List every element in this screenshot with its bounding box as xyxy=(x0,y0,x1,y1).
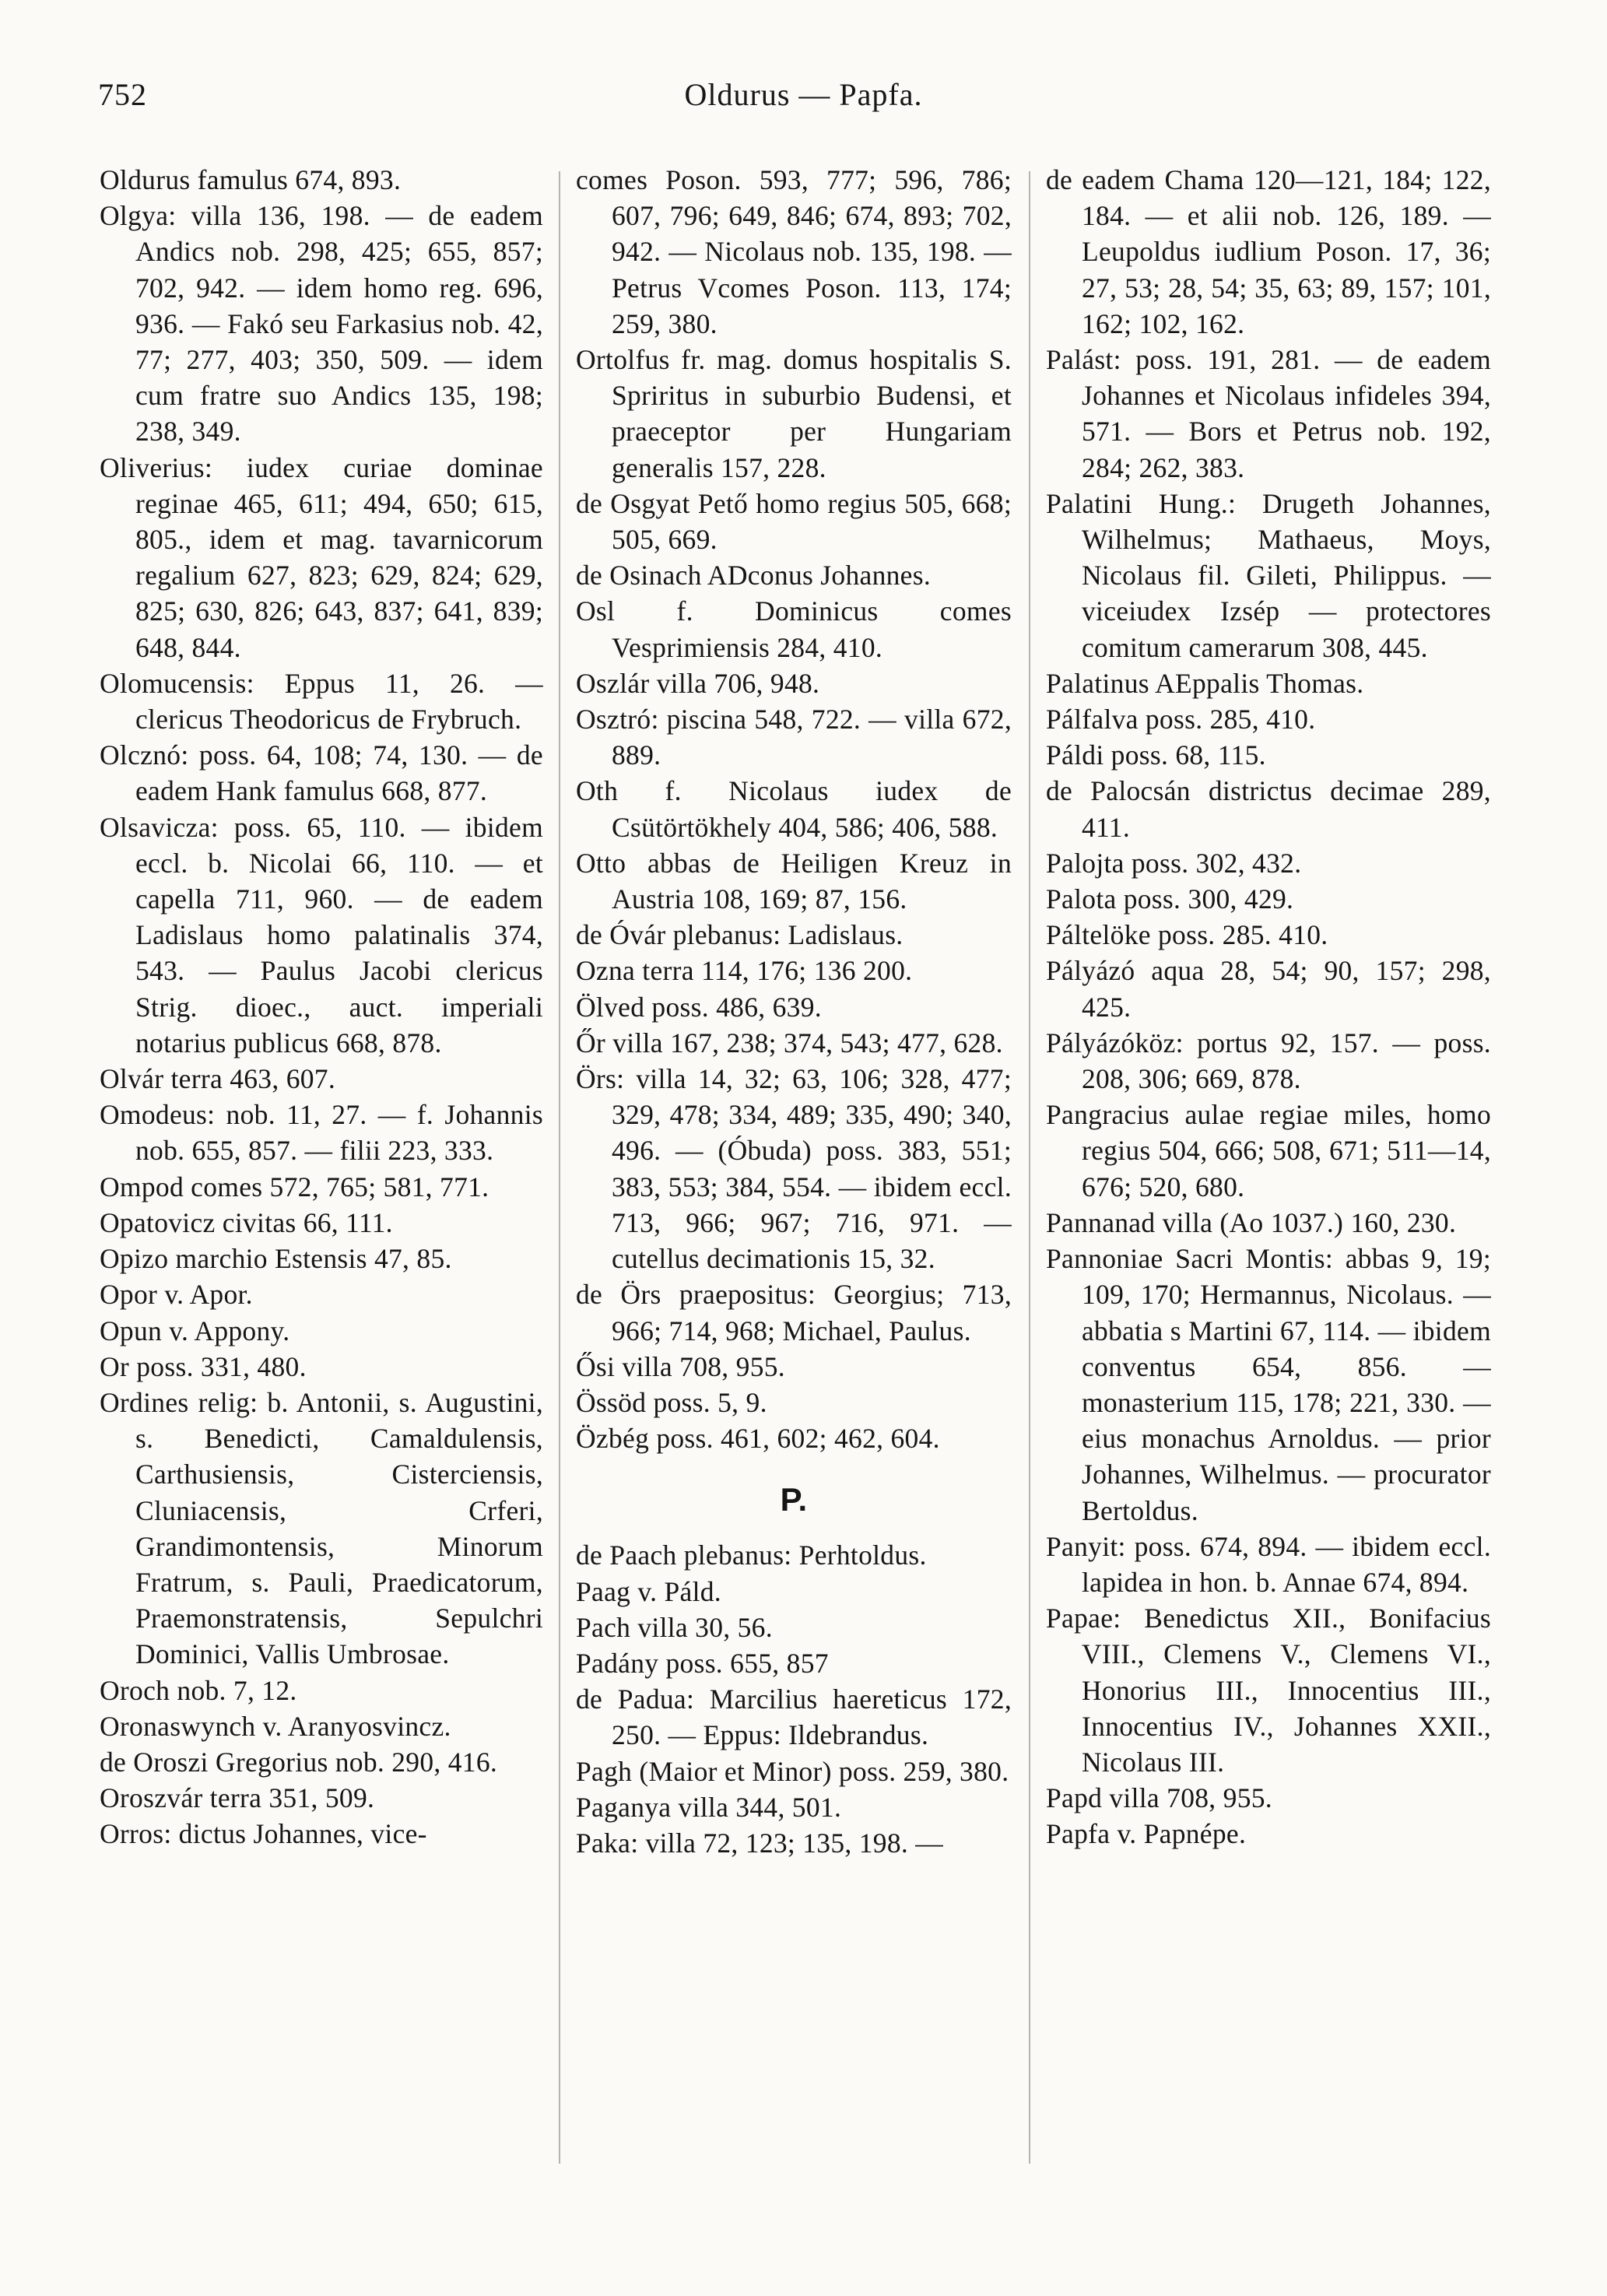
index-entry: Paka: villa 72, 123; 135, 198. — xyxy=(576,1827,944,1859)
index-entry: Olsavicza: poss. 65, 110. — ibidem eccl. b. Nicolai 66, 110. — et capella 711, 960. — de eadem Ladislaus homo palatinalis 374, 543. — Paulus Jacobi clericus Strig. dioec., auct. imperiali notarius publicus 668, 878. xyxy=(100,811,543,1058)
index-entry: comes Poson. 593, 777; 596, 786; 607, 796; 649, 846; 674, 893; 702, 942. — Nicolaus nob. 135, 198. — Petrus Vcomes Poson. 113, 174; 259, 380. xyxy=(576,164,1012,339)
index-entry: Osl f. Dominicus comes Vesprimiensis 284, 410. xyxy=(576,595,1012,663)
index-entry: Oldurus famulus 674, 893. xyxy=(100,164,402,195)
index-entry: Pagh (Maior et Minor) poss. 259, 380. xyxy=(576,1755,1009,1787)
index-entry: Papae: Benedictus XII., Bonifacius VIII., Clemens V., Clemens VI., Honorius III., Innocentius III., Innocentius IV., Johannes XXII., Nicolaus III. xyxy=(1046,1603,1491,1778)
index-entry: de Paach plebanus: Perhtoldus. xyxy=(576,1539,927,1571)
index-entry: Ozna terra 114, 176; 136 200. xyxy=(576,955,913,987)
index-entry: Ősi villa 708, 955. xyxy=(576,1350,785,1382)
index-entry: Opor v. Apor. xyxy=(100,1279,253,1311)
index-entry: Ölved poss. 486, 639. xyxy=(576,991,822,1023)
index-entry: Orros: dictus Johannes, vice- xyxy=(100,1818,427,1850)
section-heading: P. xyxy=(780,1481,808,1518)
index-entry: Páltelöke poss. 285. 410. xyxy=(1046,919,1328,951)
index-entry: Palást: poss. 191, 281. — de eadem Johannes et Nicolaus infideles 394, 571. — Bors et Petrus nob. 192, 284; 262, 383. xyxy=(1046,344,1491,483)
index-entry: de Örs praepositus: Georgius; 713, 966; 714, 968; Michael, Paulus. xyxy=(576,1279,1012,1346)
index-entry: Opun v. Appony. xyxy=(100,1315,290,1346)
index-entry: de Osinach ADconus Johannes. xyxy=(576,560,932,592)
index-entry: Papd villa 708, 955. xyxy=(1046,1782,1272,1814)
index-entry: Palatinus AEppalis Thomas. xyxy=(1046,667,1364,699)
index-entry: Paag v. Páld. xyxy=(576,1575,721,1607)
index-entry: Pálfalva poss. 285, 410. xyxy=(1046,704,1316,735)
running-head: Oldurus — Papfa. xyxy=(684,77,923,112)
index-entry: Pach villa 30, 56. xyxy=(576,1611,773,1643)
index-entry: Ordines relig: b. Antonii, s. Augustini, s. Benedicti, Camaldulensis, Carthusiensis, Cisterciensis, Cluniacensis, Crferi, Grandimontensis, Minorum Fratrum, s. Pauli, Praedicatorum, Praemonstratensis, Sepulchri Dominici, Vallis Umbrosae. xyxy=(100,1386,543,1670)
column-divider-1 xyxy=(559,171,560,2164)
index-entry: Oroszvár terra 351, 509. xyxy=(100,1782,375,1814)
index-entry: Paganya villa 344, 501. xyxy=(576,1791,842,1823)
index-entry: Olcznó: poss. 64, 108; 74, 130. — de eadem Hank famulus 668, 877. xyxy=(100,739,543,807)
index-entry: Opizo marchio Estensis 47, 85. xyxy=(100,1243,452,1275)
index-entry: Opatovicz civitas 66, 111. xyxy=(100,1206,393,1238)
index-entry: Olomucensis: Eppus 11, 26. — clericus Theodoricus de Frybruch. xyxy=(100,667,543,735)
index-entry: de Osgyat Pető homo regius 505, 668; 505, 669. xyxy=(576,487,1012,556)
index-entry: Őr villa 167, 238; 374, 543; 477, 628. xyxy=(576,1027,1003,1058)
index-entry: Ompod comes 572, 765; 581, 771. xyxy=(100,1171,489,1202)
index-entry: Or poss. 331, 480. xyxy=(100,1350,307,1382)
index-entry: Oroch nob. 7, 12. xyxy=(100,1674,297,1706)
index-entry: Osztró: piscina 548, 722. — villa 672, 889. xyxy=(576,704,1012,771)
index-entry: Össöd poss. 5, 9. xyxy=(576,1386,767,1418)
index-entry: Papfa v. Papnépe. xyxy=(1046,1818,1247,1850)
index-entry: de eadem Chama 120—121, 184; 122, 184. — et alii nob. 126, 189. — Leupoldus iudlium Poson. 17, 36; 27, 53; 28, 54; 35, 63; 89, 157; 101, 162; 102, 162. xyxy=(1046,164,1491,339)
index-entry: Pannanad villa (Ao 1037.) 160, 230. xyxy=(1046,1206,1457,1238)
index-entry: de Óvár plebanus: Ladislaus. xyxy=(576,919,903,951)
index-entry: Olgya: villa 136, 198. — de eadem Andics nob. 298, 425; 655, 857; 702, 942. — idem homo reg. 696, 936. — Fakó seu Farkasius nob. 42, 77; 277, 403; 350, 509. — idem cum fratre suo Andics 135, 198; 238, 349. xyxy=(100,200,543,448)
index-entry: Palatini Hung.: Drugeth Johannes, Wilhelmus; Mathaeus, Moys, Nicolaus fil. Gileti, Philippus. — viceiudex Izsép — protectores comitum camerarum 308, 445. xyxy=(1046,487,1491,663)
index-entry: Oliverius: iudex curiae dominae reginae 465, 611; 494, 650; 615, 805., idem et mag. tavarnicorum regalium 627, 823; 629, 824; 629, 825; 630, 826; 643, 837; 641, 839; 648, 844. xyxy=(100,451,543,663)
index-column-3 xyxy=(1046,162,1491,1852)
index-entry: Özbég poss. 461, 602; 462, 604. xyxy=(576,1423,940,1455)
index-entry: Oth f. Nicolaus iudex de Csütörtökhely 404, 586; 406, 588. xyxy=(576,775,1012,843)
index-entry: Oszlár villa 706, 948. xyxy=(576,667,820,699)
index-entry: Padány poss. 655, 857 xyxy=(576,1647,829,1679)
page-number: 752 xyxy=(98,77,147,112)
index-entry: de Palocsán districtus decimae 289, 411. xyxy=(1046,775,1491,843)
index-entry: Pályázó aqua 28, 54; 90, 157; 298, 425. xyxy=(1046,955,1491,1023)
index-entry: Páldi poss. 68, 115. xyxy=(1046,739,1266,771)
index-entry: Oronaswynch v. Aranyosvincz. xyxy=(100,1710,451,1742)
index-entry: Örs: villa 14, 32; 63, 106; 328, 477; 329, 478; 334, 489; 335, 490; 340, 496. — (Óbuda) poss. 383, 551; 383, 553; 384, 554. — ibidem eccl. 713, 966; 967; 716, 971. — cutellus decimationis 15, 32. xyxy=(576,1063,1012,1275)
index-entry: Panyit: poss. 674, 894. — ibidem eccl. lapidea in hon. b. Annae 674, 894. xyxy=(1046,1530,1491,1598)
index-entry: Palojta poss. 302, 432. xyxy=(1046,847,1302,879)
index-entry: Pangracius aulae regiae miles, homo regius 504, 666; 508, 671; 511—14, 676; 520, 680. xyxy=(1046,1099,1491,1202)
index-column-1 xyxy=(100,162,543,1852)
index-entry: Pannoniae Sacri Montis: abbas 9, 19; 109, 170; Hermannus, Nicolaus. — abbatia s Martini 67, 114. — ibidem conventus 654, 856. — monasterium 115, 178; 221, 330. — eius monachus Arnoldus. — prior Johannes, Wilhelmus. — procurator Bertoldus. xyxy=(1046,1243,1491,1526)
index-entry: Otto abbas de Heiligen Kreuz in Austria 108, 169; 87, 156. xyxy=(576,847,1012,915)
index-entry: Olvár terra 463, 607. xyxy=(100,1063,336,1095)
column-divider-2 xyxy=(1029,171,1030,2164)
index-entry: Ortolfus fr. mag. domus hospitalis S. Spriritus in suburbio Budensi, et praeceptor per Hungariam generalis 157, 228. xyxy=(576,344,1012,483)
index-column-2 xyxy=(576,162,1012,1861)
index-entry: Pályázóköz: portus 92, 157. — poss. 208, 306; 669, 878. xyxy=(1046,1027,1491,1095)
index-entry: de Padua: Marcilius haereticus 172, 250. — Eppus: Ildebrandus. xyxy=(576,1683,1012,1751)
index-entry: de Oroszi Gregorius nob. 290, 416. xyxy=(100,1746,498,1778)
index-entry: Omodeus: nob. 11, 27. — f. Johannis nob. 655, 857. — filii 223, 333. xyxy=(100,1099,543,1167)
index-entry: Palota poss. 300, 429. xyxy=(1046,883,1294,915)
